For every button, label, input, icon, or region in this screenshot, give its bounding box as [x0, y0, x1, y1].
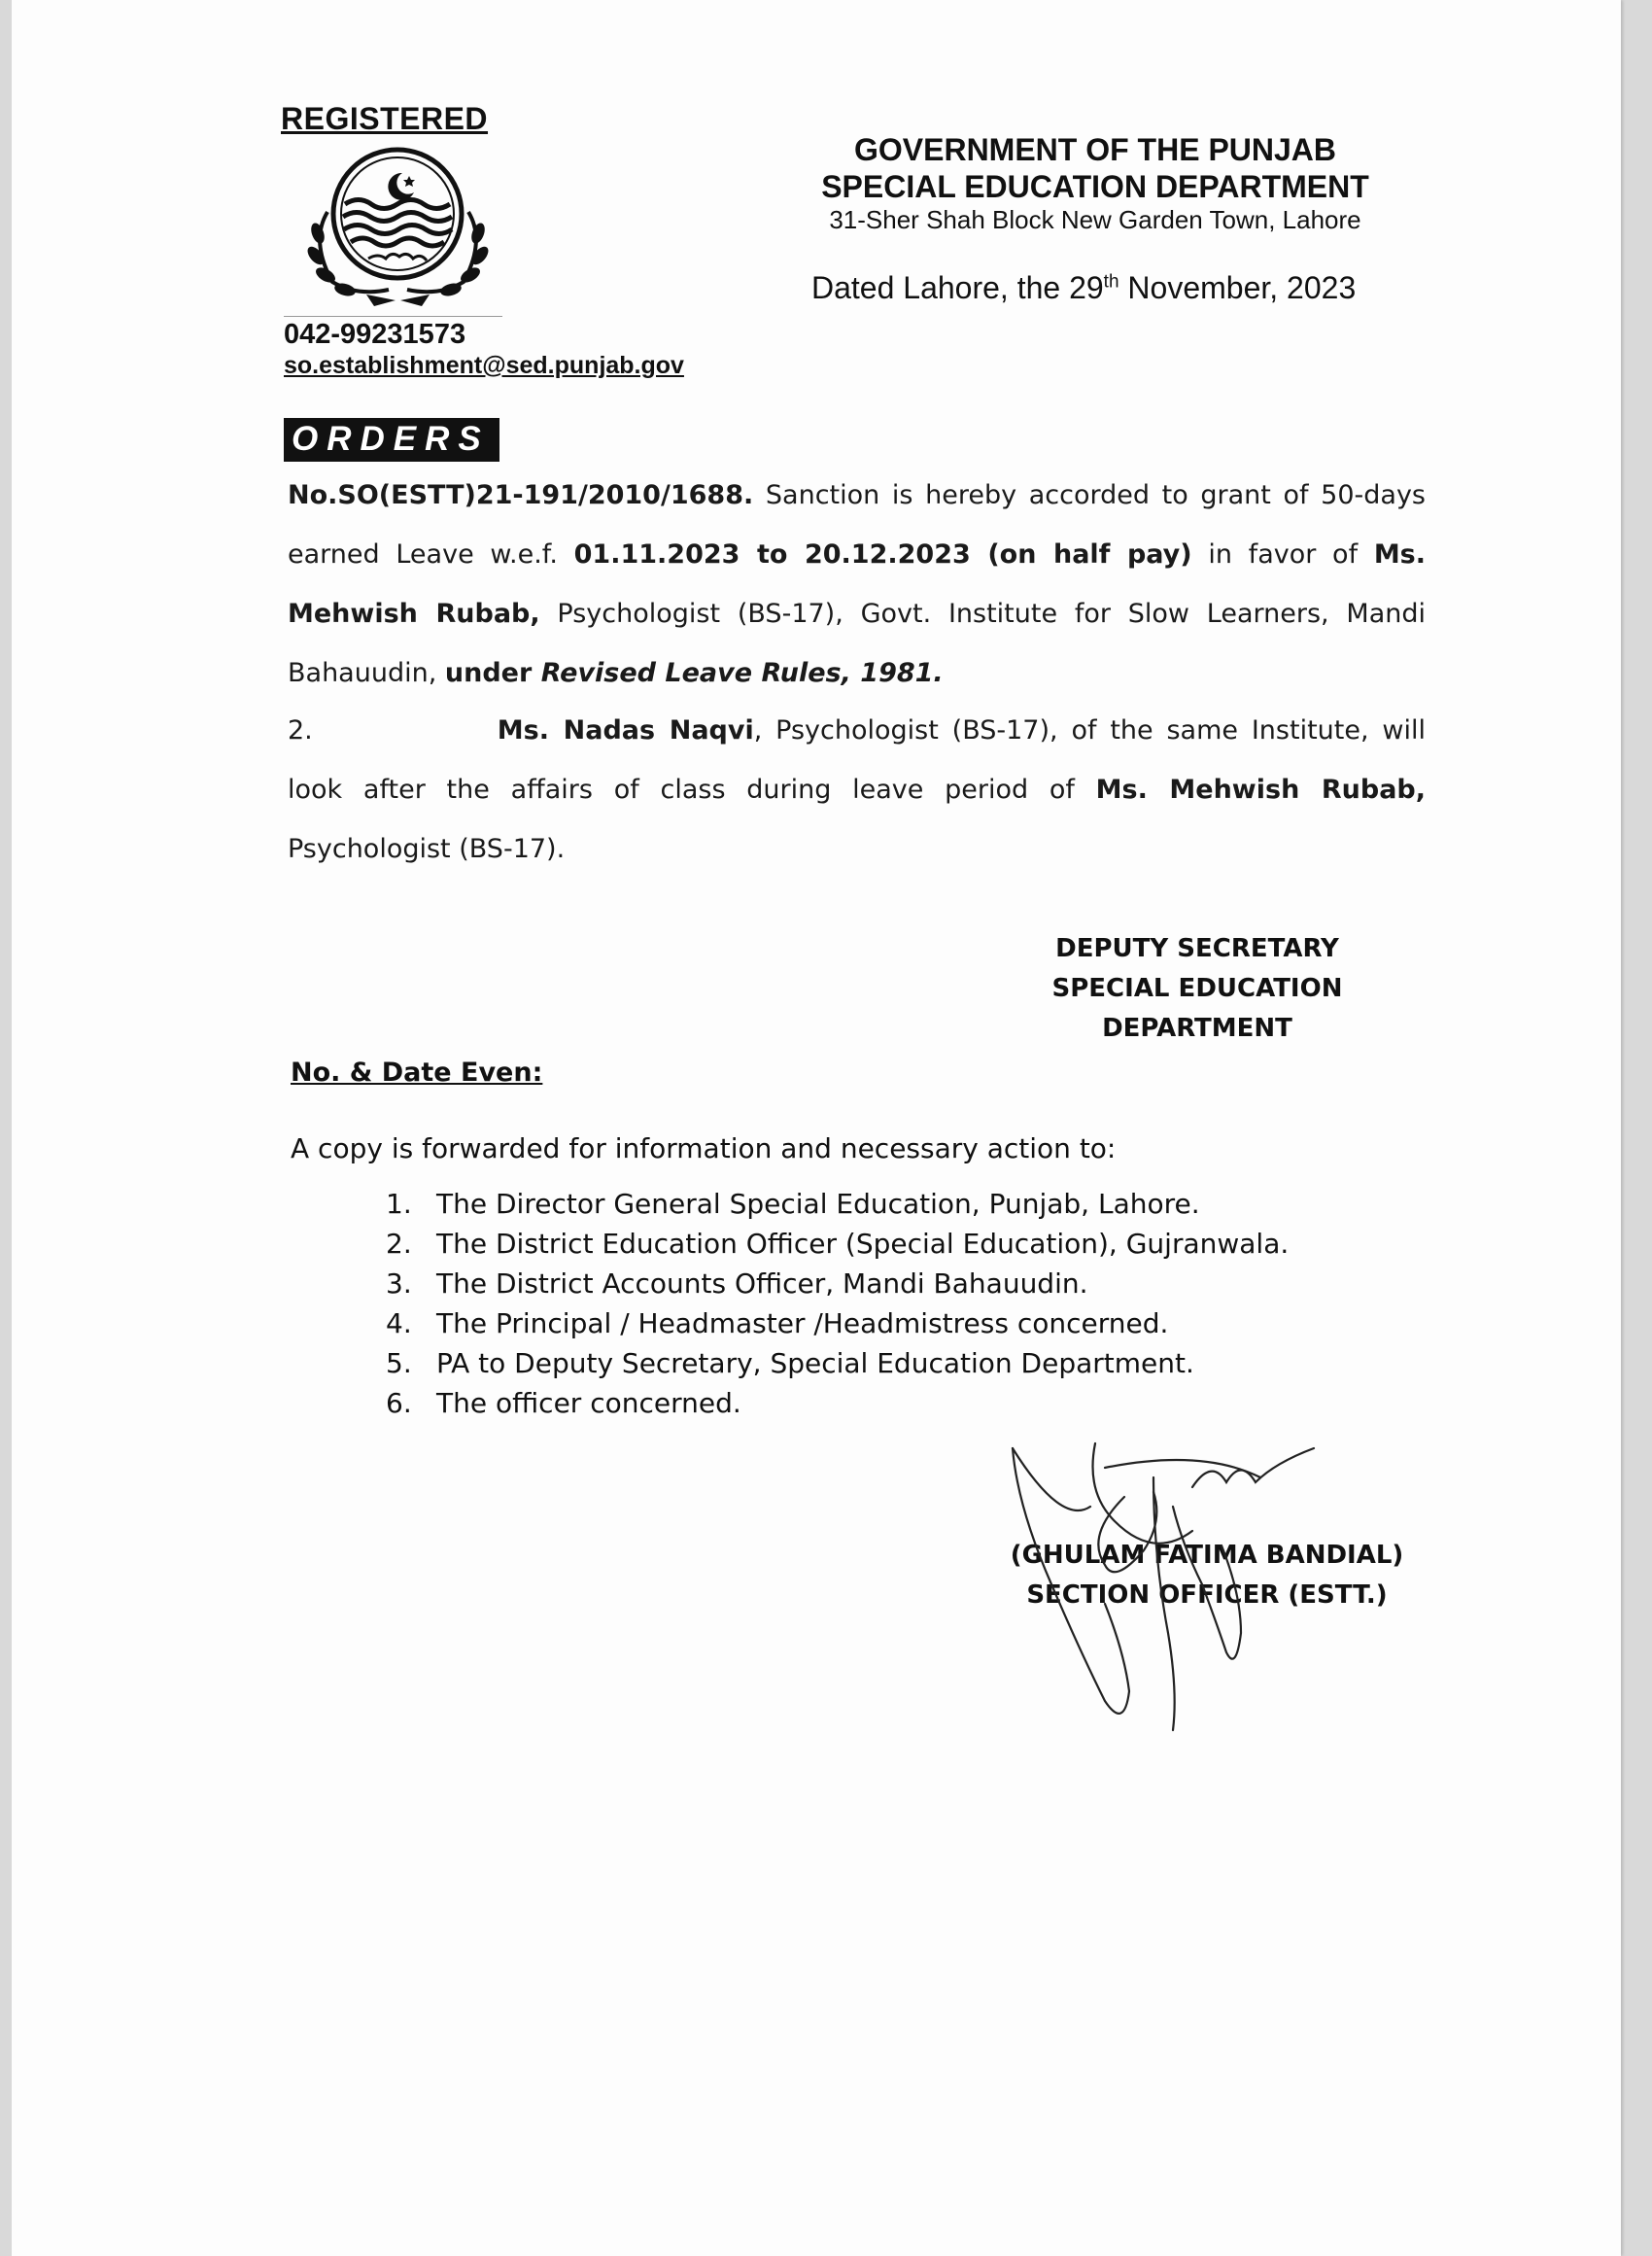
signatory-line-3: DEPARTMENT: [1102, 1014, 1292, 1043]
phone-number: 042-99231573: [284, 319, 466, 350]
signatory-line-1: DEPUTY SECRETARY: [1055, 934, 1339, 963]
registered-label: REGISTERED: [281, 101, 489, 136]
employee-name-2: Ms. Mehwish Rubab,: [1095, 775, 1427, 805]
para1-text-1: Sanction is hereby accorded to grant of 50-days earned Leave w.e.f.: [288, 480, 1426, 570]
under-label: under: [444, 658, 541, 688]
substitute-name: Ms. Nadas Naqvi: [497, 715, 754, 746]
date-suffix: November, 2023: [1119, 270, 1357, 305]
officer-name: (GHULAM FATIMA BANDIAL): [1010, 1541, 1404, 1570]
document-date: [811, 270, 1356, 306]
department-name: SPECIAL EDUCATION DEPARTMENT: [821, 169, 1369, 204]
logo-divider: [284, 316, 502, 317]
order-reference: No.SO(ESTT)21-191/2010/1688.: [288, 480, 754, 510]
handwritten-signature-icon: [988, 1439, 1338, 1740]
list-item: 6. The officer concerned.: [386, 1387, 741, 1419]
signatory-line-2: SPECIAL EDUCATION: [1051, 974, 1343, 1003]
department-address: 31-Sher Shah Block New Garden Town, Lahore: [829, 205, 1361, 234]
no-date-even-heading: No. & Date Even:: [291, 1058, 543, 1088]
para2-text-1: , Psychologist (BS-17), of the same Institute, will look after the affairs of class during leave period of: [288, 715, 1426, 805]
employee-name: Ms. Mehwish Rubab,: [288, 539, 1427, 629]
order-paragraph-2: [288, 701, 1426, 879]
para1-text-3: Psychologist (BS-17), Govt. Institute for Slow Learners, Mandi Bahauudin,: [288, 599, 1426, 688]
list-item: 5. PA to Deputy Secretary, Special Education Department.: [386, 1347, 1194, 1379]
government-name: GOVERNMENT OF THE PUNJAB: [853, 132, 1337, 167]
list-item: 1. The Director General Special Education, Punjab, Lahore.: [386, 1188, 1200, 1220]
leave-rules: Revised Leave Rules, 1981.: [540, 658, 944, 688]
copy-intro: A copy is forwarded for information and necessary action to:: [291, 1132, 1117, 1164]
date-prefix: Dated Lahore, the 29: [811, 270, 1104, 305]
orders-heading: ORDERS: [284, 418, 499, 462]
list-item: 4. The Principal / Headmaster /Headmistress concerned.: [386, 1307, 1169, 1339]
letterhead-title: [784, 131, 1406, 205]
order-paragraph-1: [288, 466, 1426, 703]
para2-text-2: Psychologist (BS-17).: [288, 834, 566, 864]
list-item: 2. The District Education Officer (Special Education), Gujranwala.: [386, 1228, 1290, 1260]
para1-text-2: in favor of: [1191, 539, 1374, 570]
list-item: 3. The District Accounts Officer, Mandi Bahauudin.: [386, 1267, 1088, 1300]
officer-designation: SECTION OFFICER (ESTT.): [1026, 1580, 1388, 1610]
deputy-secretary-block: [1013, 929, 1382, 1049]
copy-recipient-list: [386, 1184, 1289, 1423]
para2-number: 2.: [288, 715, 313, 746]
email-link[interactable]: so.establishment@sed.punjab.gov: [284, 352, 684, 379]
leave-period: 01.11.2023 to 20.12.2023 (on half pay): [573, 539, 1192, 570]
punjab-government-emblem-icon: [289, 144, 507, 307]
date-ordinal: th: [1103, 271, 1119, 293]
document-page: [12, 0, 1621, 2256]
